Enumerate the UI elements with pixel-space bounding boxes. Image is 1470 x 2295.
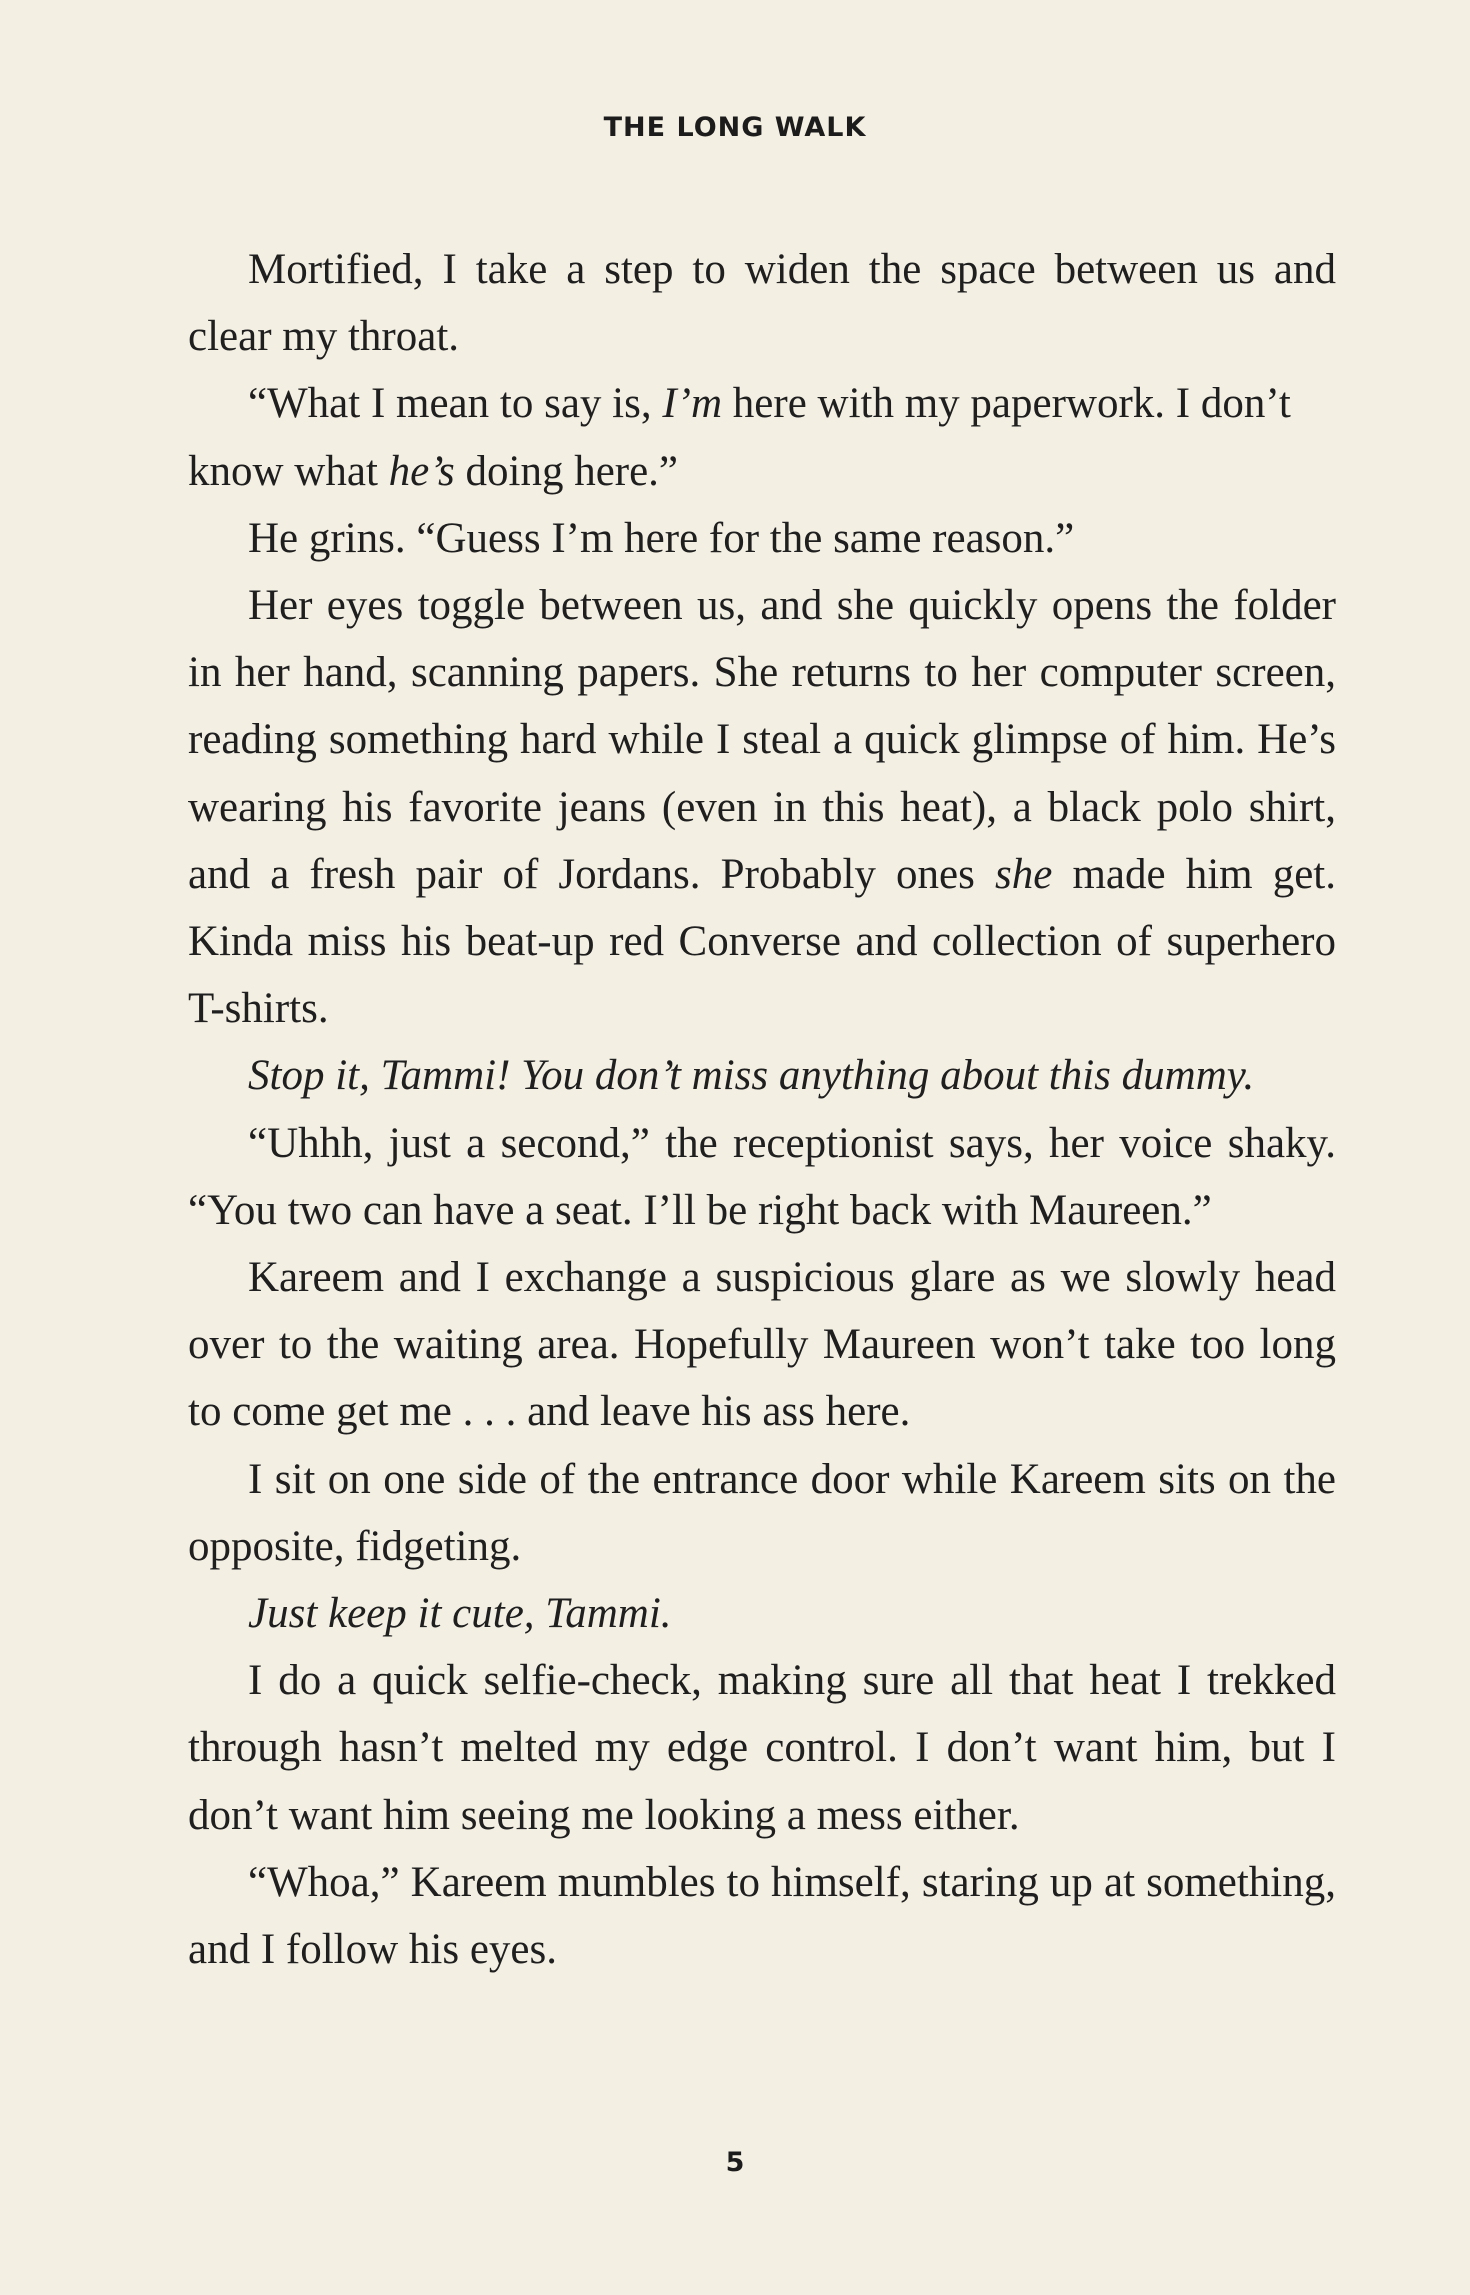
page-number: 5	[725, 2147, 745, 2178]
running-head: THE LONG WALK	[603, 112, 867, 143]
paragraph-8: I sit on one side of the entrance door while Kareem sits on the opposite, fidgeting.	[188, 1455, 1336, 1570]
paragraph-2	[188, 370, 1336, 504]
paragraph-2-end: doing here.”	[454, 447, 679, 495]
emphasis-im: I’m	[662, 380, 723, 428]
paragraph-9-thought: Just keep it cute, Tammi.	[248, 1590, 672, 1638]
paragraph-11: “Whoa,” Kareem mumbles to himself, staring up at something, and I follow his eyes.	[188, 1858, 1336, 1974]
paragraph-2-start: “What I mean to say is,	[248, 380, 663, 428]
paragraph-1: Mortified, I take a step to widen the space between us and clear my throat.	[188, 246, 1336, 361]
emphasis-she: she	[995, 850, 1053, 898]
paragraph-6: “Uhhh, just a second,” the receptionist says, her voice shaky. “You two can have a seat. I’ll be right back with Maureen.”	[188, 1119, 1336, 1234]
emphasis-hes: he’s	[388, 447, 455, 495]
paragraph-5-thought: Stop it, Tammi! You don’t miss anything about this dummy.	[248, 1052, 1255, 1100]
paragraph-4-start: Her eyes toggle between us, and she quickly opens the folder in her hand, scanning papers. She returns to her computer screen, reading something hard while I steal a quick glimpse of him. He’s wearing his favorite jeans (even in this heat), a black polo shirt, and a fresh pair of Jordans. Probably ones	[188, 582, 1336, 898]
paragraph-3: He grins. “Guess I’m here for the same reason.”	[248, 514, 1075, 562]
paragraph-4-end: made him get. Kinda miss his beat-up red Converse and collection of superhero T-shirts.	[188, 850, 1336, 1033]
body-text	[188, 236, 1336, 1983]
paragraph-7: Kareem and I exchange a suspicious glare as we slowly head over to the waiting area. Hopefully Maureen won’t take too long to come get me . . . and leave his ass here.	[188, 1254, 1336, 1436]
paragraph-2-middle: here with my paperwork. I don’t know what	[188, 380, 1291, 495]
paragraph-4	[188, 572, 1336, 1042]
paragraph-10: I do a quick selfie-check, making sure all that heat I trekked through hasn’t melted my edge control. I don’t want him, but I don’t want him seeing me looking a mess either.	[188, 1657, 1336, 1839]
